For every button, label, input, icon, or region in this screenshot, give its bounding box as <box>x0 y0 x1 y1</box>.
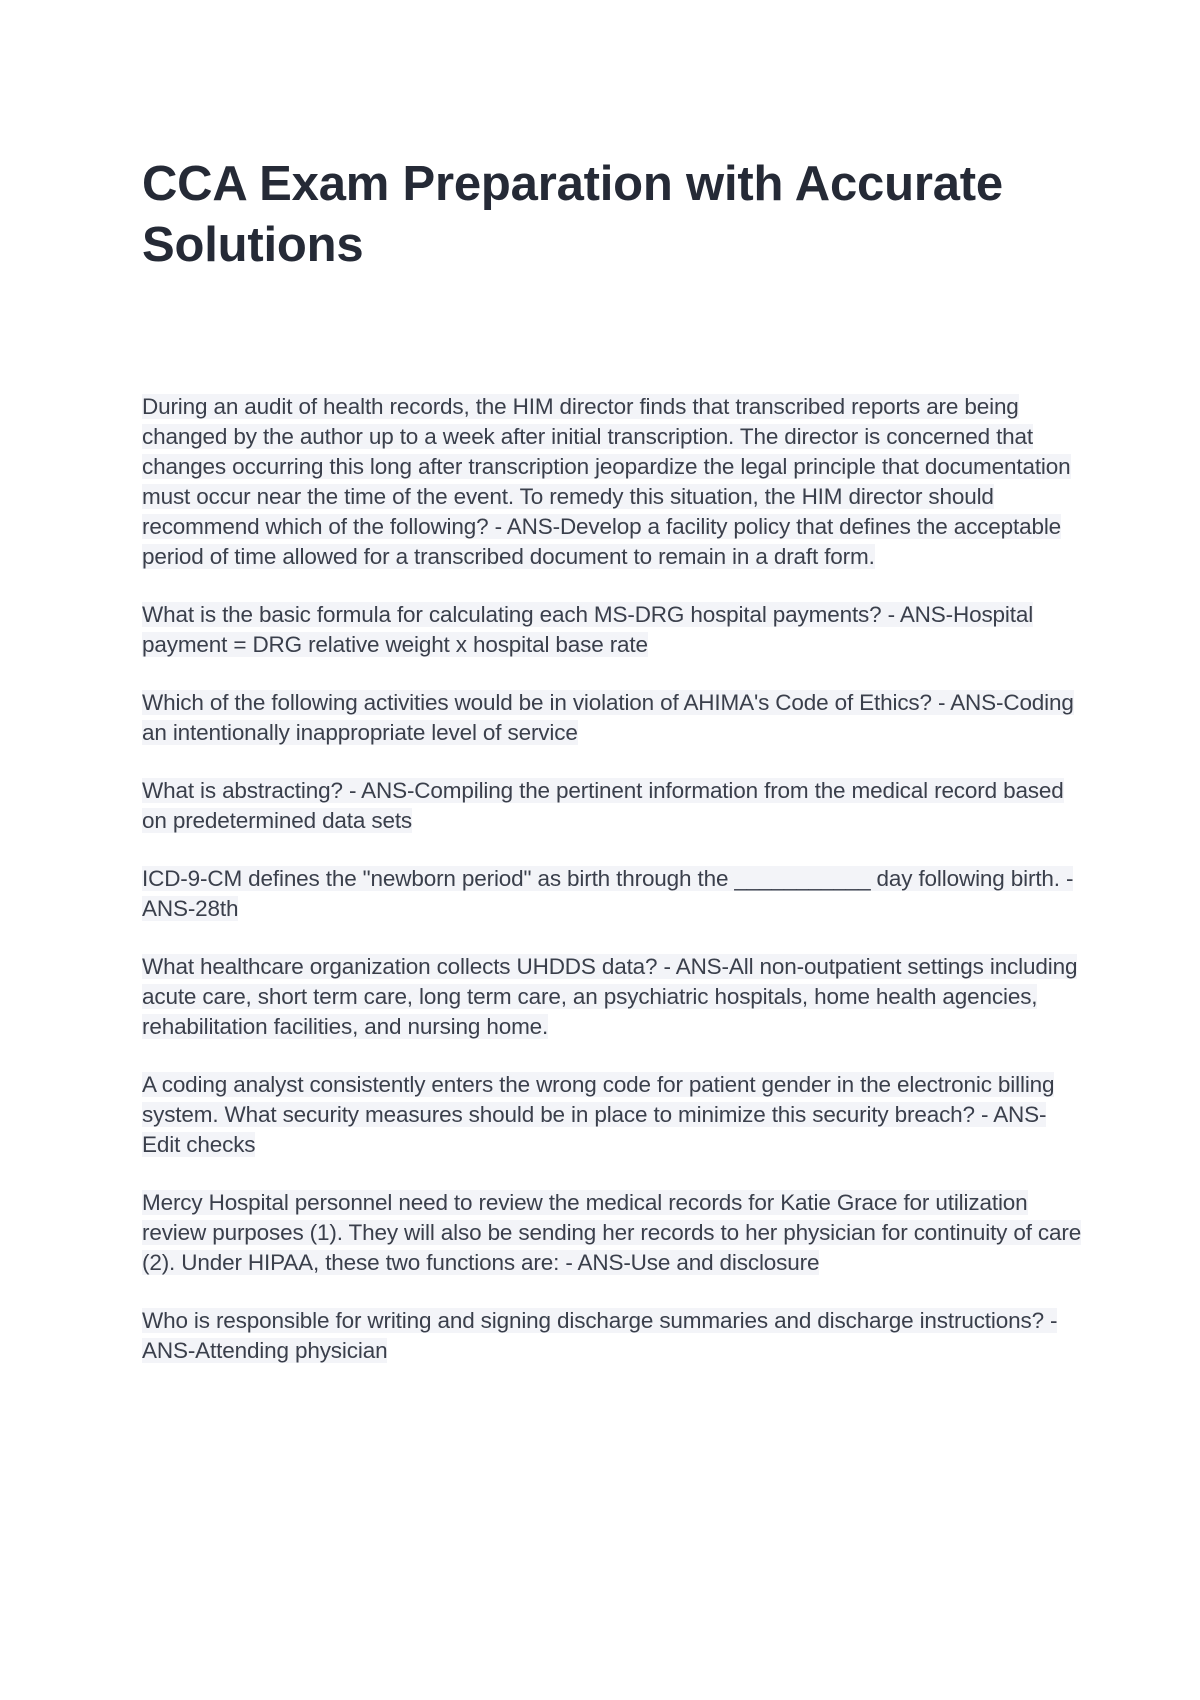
qa-item-3 <box>142 688 1082 748</box>
qa-text: What is abstracting? - ANS-Compiling the pertinent information from the medical record based on predetermined data sets <box>142 778 1064 833</box>
qa-item-5 <box>142 864 1082 924</box>
qa-item-9 <box>142 1306 1082 1366</box>
qa-text: During an audit of health records, the HIM director finds that transcribed reports are being changed by the author up to a week after initial transcription. The director is concerned that changes occurring this long after transcription jeopardize the legal principle that documentation must occur near the time of the event. To remedy this situation, the HIM director should recommend which of the following? - ANS-Develop a facility policy that defines the acceptable period of time allowed for a transcribed document to remain in a draft form. <box>142 394 1071 569</box>
qa-text: A coding analyst consistently enters the wrong code for patient gender in the electronic billing system. What security measures should be in place to minimize this security breach? - ANS-Edit checks <box>142 1072 1055 1157</box>
qa-text: Who is responsible for writing and signing discharge summaries and discharge instructions? - ANS-Attending physician <box>142 1308 1058 1363</box>
qa-item-8 <box>142 1188 1082 1278</box>
qa-item-1 <box>142 392 1082 572</box>
qa-list <box>142 392 1082 1394</box>
qa-text: ICD-9-CM defines the "newborn period" as birth through the ___________ day following birth. - ANS-28th <box>142 866 1074 921</box>
qa-text: What is the basic formula for calculating each MS-DRG hospital payments? - ANS-Hospital payment = DRG relative weight x hospital base rate <box>142 602 1034 657</box>
document-title: CCA Exam Preparation with Accurate Solutions <box>142 157 1003 272</box>
qa-text: Which of the following activities would be in violation of AHIMA's Code of Ethics? - ANS-Coding an intentionally inappropriate level of service <box>142 690 1074 745</box>
qa-item-6 <box>142 952 1082 1042</box>
qa-item-4 <box>142 776 1082 836</box>
qa-item-2 <box>142 600 1082 660</box>
qa-item-7 <box>142 1070 1082 1160</box>
qa-text: Mercy Hospital personnel need to review the medical records for Katie Grace for utilization review purposes (1). They will also be sending her records to her physician for continuity of care (2). Under HIPAA, these two functions are: - ANS-Use and disclosure <box>142 1190 1082 1275</box>
qa-text: What healthcare organization collects UHDDS data? - ANS-All non-outpatient settings including acute care, short term care, long term care, an psychiatric hospitals, home health agencies, rehabilitation facilities, and nursing home. <box>142 954 1078 1039</box>
